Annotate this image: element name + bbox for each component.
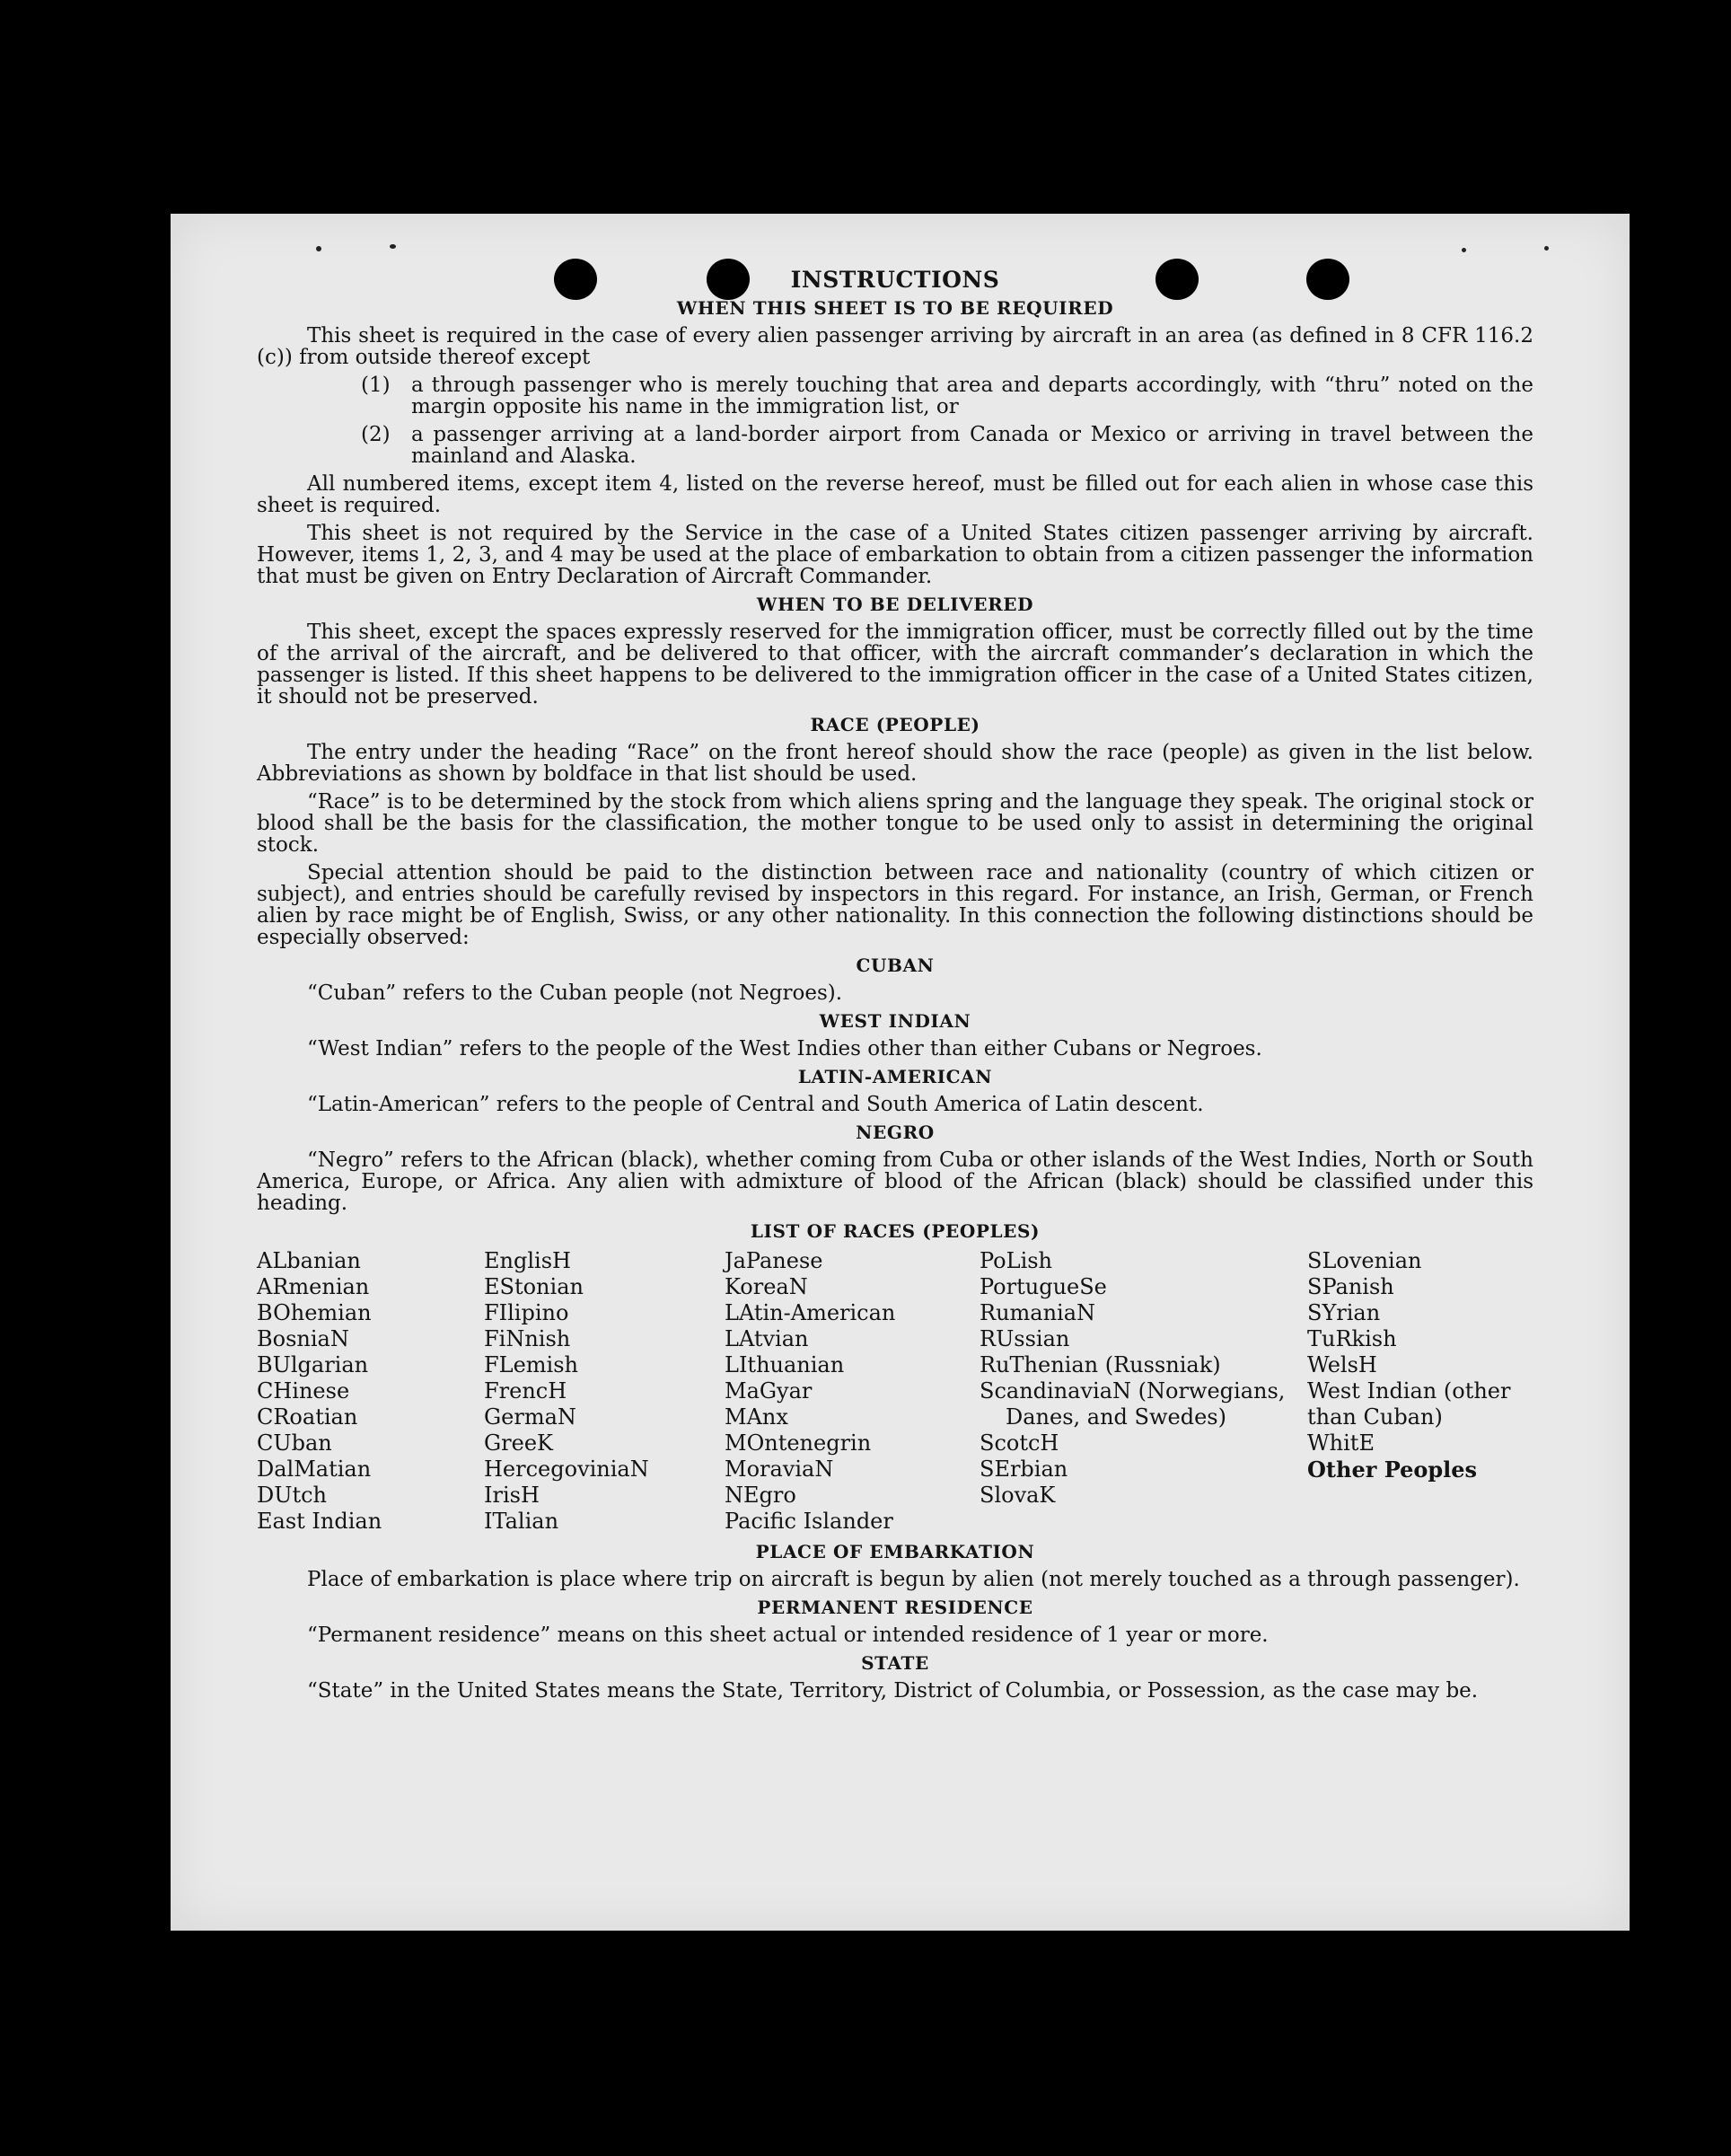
section-heading: WHEN THIS SHEET IS TO BE REQUIRED [676,297,1114,319]
paragraph: This sheet is not required by the Service in the case of a United States citizen passenger arriving by aircraft. However, items 1, 2, 3, and 4 may be used at the place of embarkation to obtain from a citizen passenger the information that must be given on Entry Declaration of Aircraft Commander. [257,522,1533,588]
race-entry: KoreaN [725,1274,808,1299]
race-entry: MAnx [725,1404,788,1430]
section-heading: WHEN TO BE DELIVERED [756,594,1034,615]
page-title: INSTRUCTIONS [790,267,1000,293]
instructions-text [257,269,1533,1708]
race-entry: PoLish [980,1248,1053,1273]
race-entry: IrisH [484,1483,540,1508]
paragraph: “Latin-American” refers to the people of Central and South America of Latin descent. [307,1093,1204,1116]
race-entry: SLovenian [1307,1248,1422,1273]
section-heading: LATIN-AMERICAN [797,1066,993,1087]
section-heading: CUBAN [856,955,935,976]
list-item [257,374,1533,418]
race-entry: RuThenian (Russniak) [980,1352,1221,1377]
race-entry: EStonian [484,1274,584,1299]
race-entry: HercegoviniaN [484,1456,649,1482]
section-heading: RACE (PEOPLE) [810,714,980,735]
race-entry: DalMatian [257,1456,372,1482]
item-text: a passenger arriving at a land-border airport from Canada or Mexico or arriving in travel between the mainland and Alaska. [411,423,1533,468]
paragraph: “Cuban” refers to the Cuban people (not Negroes). [307,981,843,1005]
race-entry: FiNnish [484,1326,571,1351]
paragraph: “State” in the United States means the State, Territory, District of Columbia, or Possession, as the case may be. [307,1679,1479,1703]
race-entry: GermaN [484,1404,576,1430]
race-entry: SErbian [980,1456,1068,1482]
race-list [257,1248,1533,1535]
section-heading: PERMANENT RESIDENCE [757,1597,1033,1618]
race-entry: FrencH [484,1378,567,1404]
race-entry: ARmenian [257,1274,370,1299]
race-column [980,1248,1307,1535]
section-heading: LIST OF RACES (PEOPLES) [750,1220,1041,1242]
race-entry: WhitE [1307,1430,1375,1456]
race-entry: ScotcH [980,1430,1059,1456]
section-heading: PLACE OF EMBARKATION [755,1541,1035,1562]
section-heading: NEGRO [856,1122,935,1143]
race-entry: BosniaN [257,1326,349,1351]
race-entry: CHinese [257,1378,350,1404]
race-entry: LIthuanian [725,1352,845,1377]
race-entry: ALbanian [257,1248,361,1273]
race-entry: DUtch [257,1483,328,1508]
race-entry: TuRkish [1307,1326,1397,1351]
race-entry: RUssian [980,1326,1070,1351]
race-column [484,1248,725,1535]
paragraph: This sheet is required in the case of every alien passenger arriving by aircraft in an area (as defined in 8 CFR 116.2 (c)) from outside thereof except [257,324,1533,369]
paragraph: “West Indian” refers to the people of the West Indies other than either Cubans or Negroes. [307,1037,1262,1060]
race-entry: CRoatian [257,1404,358,1430]
race-entry: East Indian [257,1509,382,1534]
paragraph: Place of embarkation is place where trip on aircraft is begun by alien (not merely touched as a through passenger). [307,1568,1520,1591]
race-entry: GreeK [484,1430,553,1456]
paragraph: “Race” is to be determined by the stock from which aliens spring and the language they speak. The original stock or blood shall be the basis for the classification, the mother tongue to be used only to assist in determining the original stock. [257,790,1533,857]
speck [390,244,396,249]
race-entry: NEgro [725,1483,796,1508]
race-entry: MoraviaN [725,1456,834,1482]
race-entry: BOhemian [257,1300,372,1325]
speck [1462,248,1466,252]
race-entry: JaPanese [725,1248,823,1273]
document-page [171,214,1630,1931]
race-entry: Pacific Islander [725,1509,893,1534]
race-column [1307,1248,1533,1535]
race-entry: SlovaK [980,1483,1056,1508]
paragraph: “Negro” refers to the African (black), whether coming from Cuba or other islands of the West Indies, North or South America, Europe, or Africa. Any alien with admixture of blood of the African (black) should be classified under this heading. [257,1148,1533,1215]
race-entry: ITalian [484,1509,559,1534]
item-number: (1) [361,374,391,397]
race-entry: RumaniaN [980,1300,1096,1325]
race-entry: MOntenegrin [725,1430,872,1456]
list-item [257,424,1533,467]
race-entry: PortugueSe [980,1274,1107,1299]
paragraph: All numbered items, except item 4, listed on the reverse hereof, must be filled out for each alien in whose case this sheet is required. [257,472,1533,517]
race-entry: FIlipino [484,1300,569,1325]
race-entry: SYrian [1307,1300,1381,1325]
race-column [725,1248,980,1535]
paragraph: “Permanent residence” means on this sheet actual or intended residence of 1 year or more. [307,1624,1269,1647]
race-entry: EnglisH [484,1248,571,1273]
race-entry: West Indian (other than Cuban) [1307,1378,1511,1430]
paragraph: Special attention should be paid to the distinction between race and nationality (country of which citizen or subject), and entries should be carefully revised by inspectors in this regard. For instance, an Irish, German, or French alien by race might be of English, Swiss, or any other nationality. In this connection the following distinctions should be especially observed: [257,861,1533,949]
item-number: (2) [361,423,391,446]
paragraph: This sheet, except the spaces expressly reserved for the immigration officer, must be correctly filled out by the time of the arrival of the aircraft, and be delivered to that officer, with the aircraft commander’s declaration in which the passenger is listed. If this sheet happens to be delivered to the immigration officer in the case of a United States citizen, it should not be preserved. [257,620,1533,708]
section-heading: WEST INDIAN [819,1010,971,1032]
race-entry: Other Peoples [1307,1456,1478,1483]
race-entry: SPanish [1307,1274,1394,1299]
section-heading: STATE [861,1652,929,1674]
race-entry: ScandinaviaN (Norwegians, Danes, and Swedes) [980,1378,1286,1430]
race-entry: WelsH [1307,1352,1377,1377]
race-entry: CUban [257,1430,332,1456]
race-column [257,1248,484,1535]
item-text: a through passenger who is merely touching that area and departs accordingly, with “thru” noted on the margin opposite his name in the immigration list, or [411,374,1533,418]
speck [316,246,321,251]
race-entry: BUlgarian [257,1352,369,1377]
race-entry: MaGyar [725,1378,813,1404]
speck [1544,246,1549,251]
race-entry: FLemish [484,1352,578,1377]
race-entry: LAtvian [725,1326,809,1351]
race-entry: LAtin-American [725,1300,896,1325]
paragraph: The entry under the heading “Race” on the front hereof should show the race (people) as given in the list below. Abbreviations as shown by boldface in that list should be used. [257,741,1533,786]
